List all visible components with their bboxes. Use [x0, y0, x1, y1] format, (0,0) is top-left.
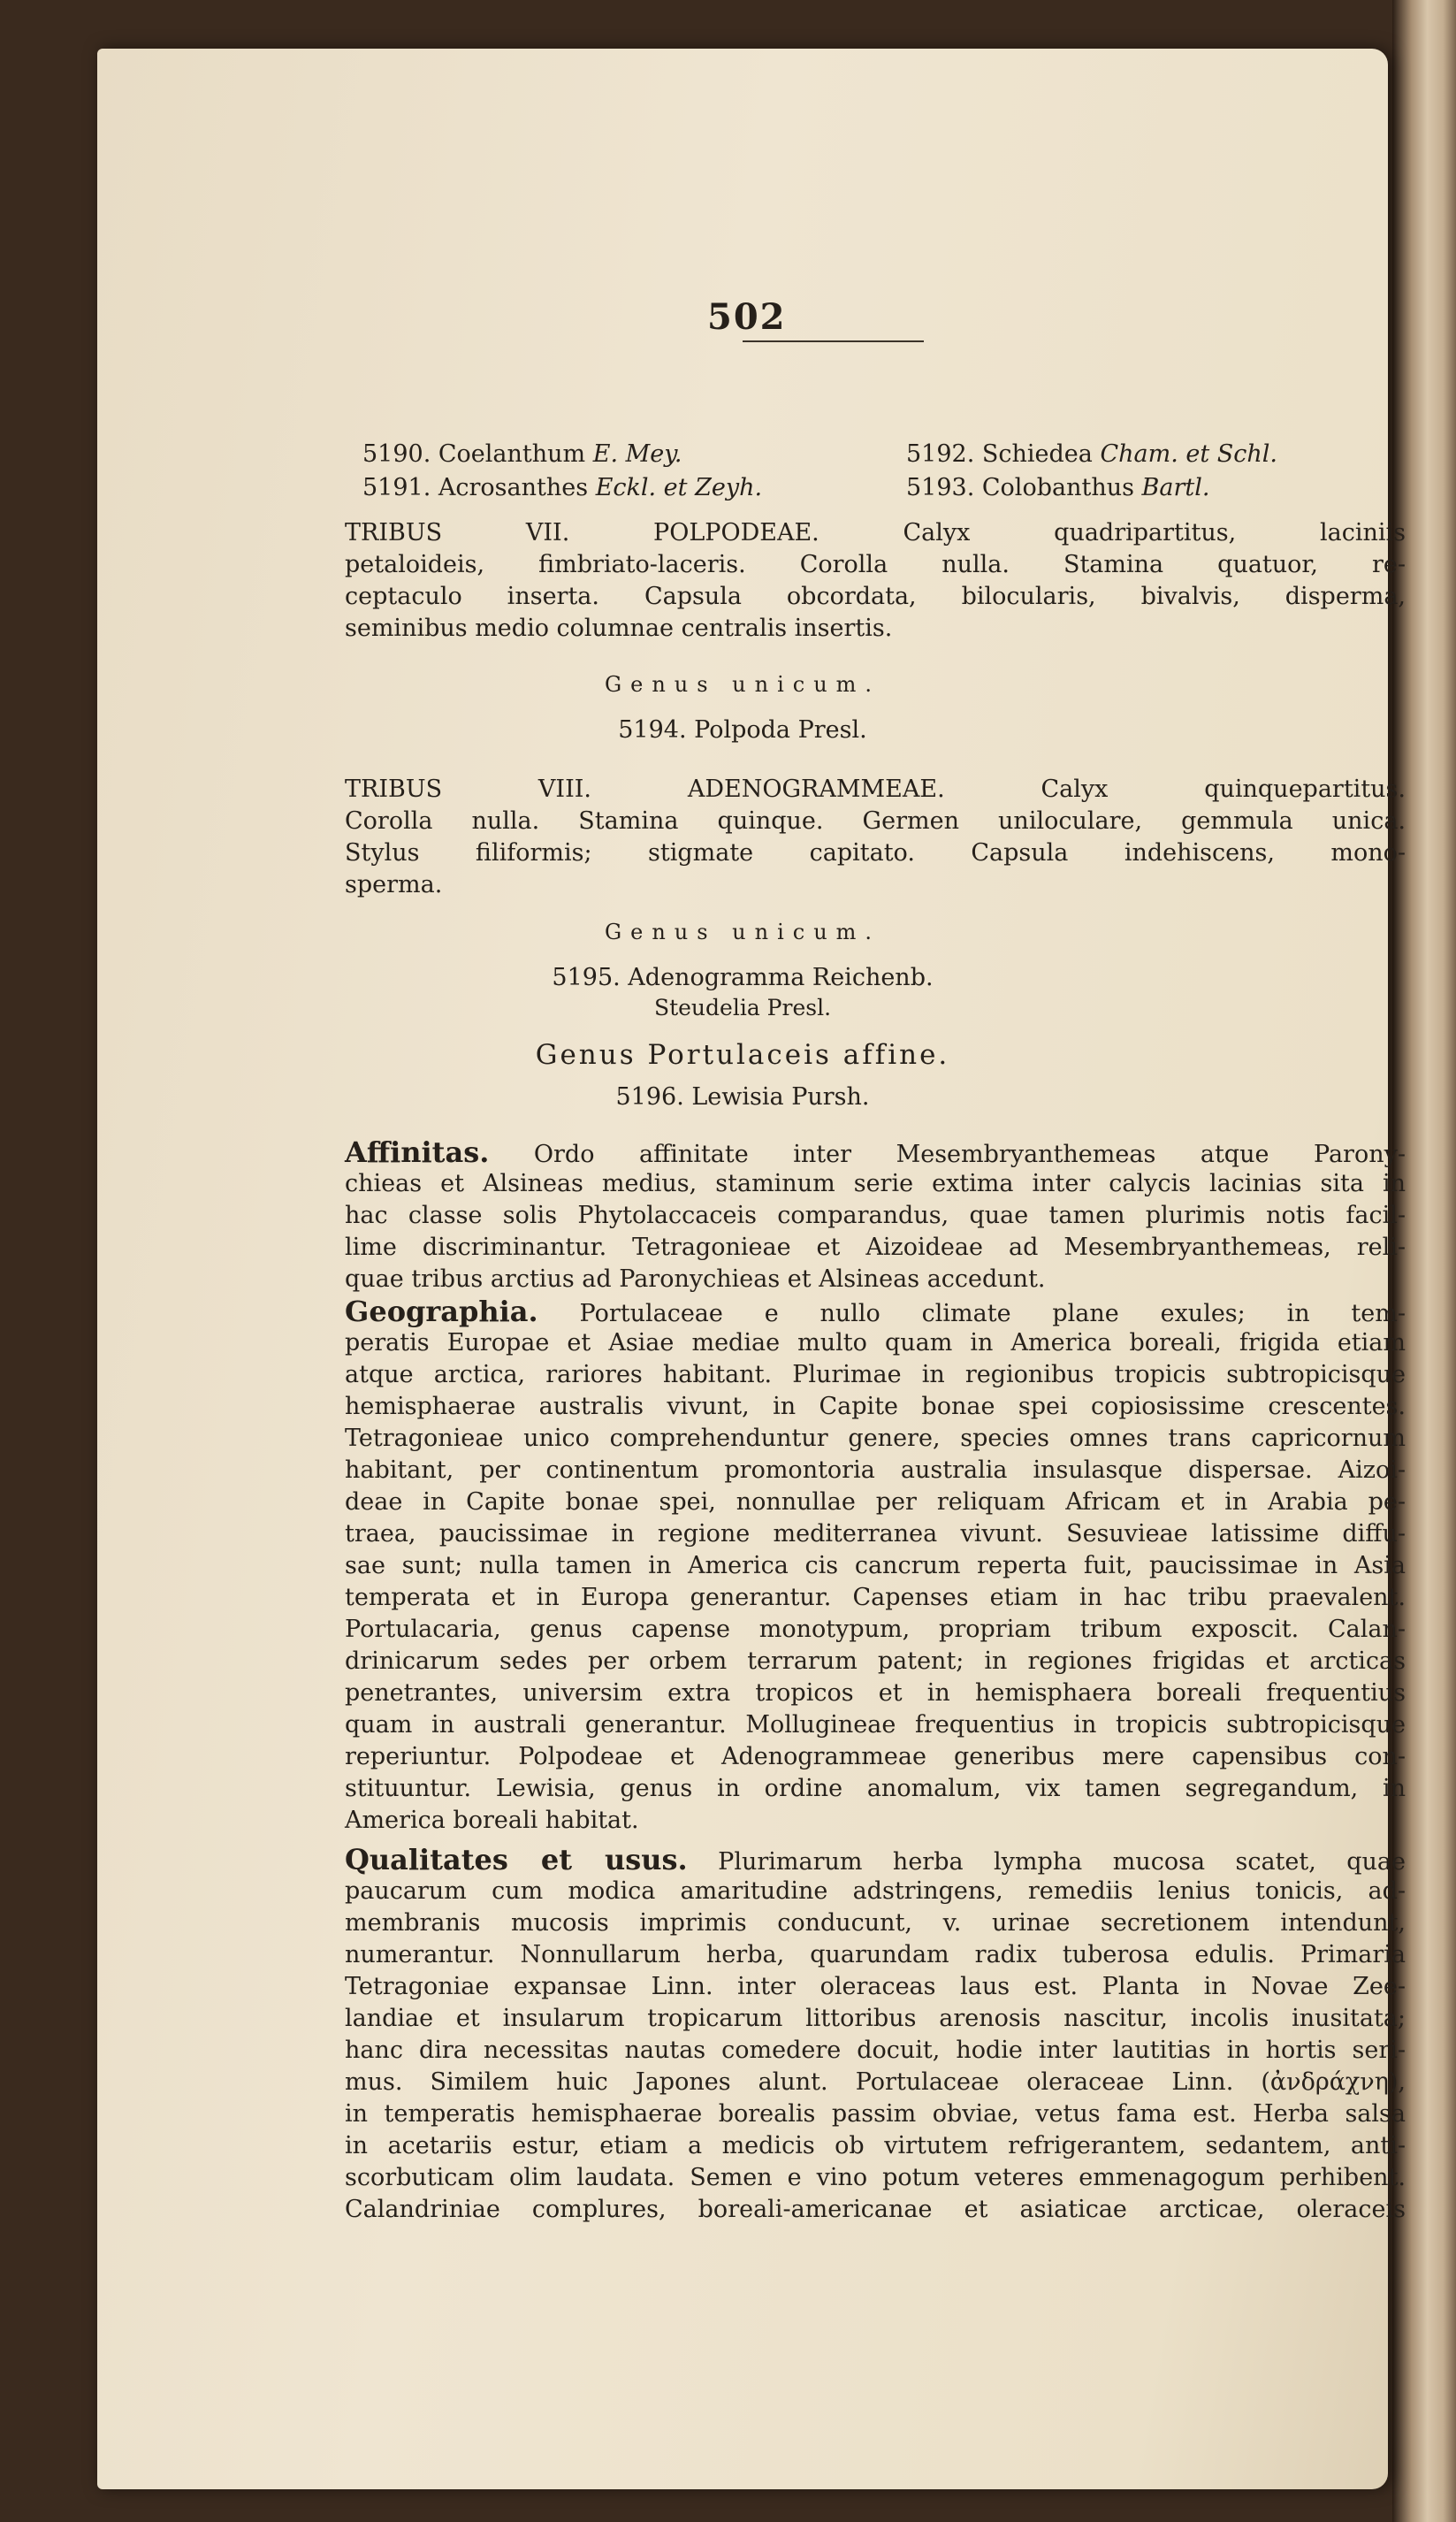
genus-entry: 5191. Acrosanthes Eckl. et Zeyh. — [362, 474, 763, 501]
book-page — [97, 49, 1406, 2489]
geographia-title: Geographia. — [345, 1295, 538, 1328]
affinitas-title: Affinitas. — [345, 1135, 490, 1169]
genus-entry-polpoda: 5194. Polpoda Presl. — [618, 716, 867, 744]
genus-entry: 5193. Colobanthus Bartl. — [906, 474, 1210, 501]
geographia-section: Geographia. Portulaceae e nullo climate plane exules; in tem- peratis Europae et Asiae mediae multo quam in America boreali, frigida etiam atque arctica, rariores habitant. Plurimae in regionibus tropicis subtropicisque hemisphaerae australis vivunt, in Capite bonae spei copiosissime crescentes. Tetragonieae unico comprehenduntur genere, species omnes trans capricornum habitant, per continentum promontoria australia insulasque dispersae. Aizoi- deae in Capite bonae spei, nonnullae per reliquam Africam et in Arabia pe- traea, paucissimae in regione mediterranea vivunt. Sesuvieae latissime diffu- sae sunt; nulla tamen in America cis cancrum reperta fuit, paucissimae in Asia temperata et in Europa generantur. Capenses etiam in hac tribu praevalent. Portulacaria, genus capense monotypum, propriam tribum exposcit. Calan- drinicarum sedes per orbem terrarum patent; in regiones frigidas et arcticas penetrantes, universim extra tropicos et in hemisphaera boreali frequentius quam in australi generantur. Mollugineae frequentius in tropicis subtropicisque reperiuntur. Polpodeae et Adenogrammeae generibus mere capensibus con- stituuntur. Lewisia, genus in ordine anomalum, vix tamen segregandum, in America boreali habitat. — [345, 1295, 1406, 1834]
genus-entry: 5190. Coelanthum E. Mey. — [362, 440, 682, 468]
genus-unicum-heading: Genus unicum. — [604, 920, 881, 944]
qualitates-section: Qualitates et usus. Plurimarum herba lympha mucosa scatet, quae paucarum cum modica amaritudine adstringens, remediis lenius tonicis, ad- membranis mucosis imprimis conducunt, v. urinae secretionem intendunt, numerantur. Nonnullarum herba, quarundam radix tuberosa edulis. Primaria Tetragoniae expansae Linn. inter oleraceas laus est. Planta in Novae Zee- landiae et insularum tropicarum littoribus arenosis nascitur, incolis inusitata; hanc dira necessitas nautas comedere docuit, hodie inter lautitias in hortis seri- mus. Similem huic Japones alunt. Portulaceae oleraceae Linn. (ἀνδράχνη), in temperatis hemisphaerae borealis passim obviae, vetus fama est. Herba salsa in acetariis estur, etiam a medicis ob virtutem refrigerantem, sedantem, anti- scorbuticam olim laudata. Semen e vino potum veteres emmenagogum perhibent. Calandriniae complures, boreali-americanae et asiaticae arcticae, oleraceis — [345, 1843, 1406, 2223]
genus-unicum-heading: Genus unicum. — [604, 672, 881, 697]
tribus-viii-description: TRIBUS VIII. ADENOGRAMMEAE. Calyx quinquepartitus. Corolla nulla. Stamina quinque. Germen uniloculare, gemmula unica. Stylus filiformis; stigmate capitato. Capsula indehiscens, mono- sperma. — [345, 776, 1406, 898]
tribus-vii-description: TRIBUS VII. POLPODEAE. Calyx quadripartitus, laciniis petaloideis, fimbriato-laceris. Corolla nulla. Stamina quatuor, re- ceptaculo inserta. Capsula obcordata, bilocularis, bivalvis, disperma, seminibus medio columnae centralis insertis. — [345, 519, 1406, 642]
genus-entry-adenogramma: 5195. Adenogramma Reichenb. — [552, 964, 934, 991]
genus-entry: 5192. Schiedea Cham. et Schl. — [906, 440, 1278, 468]
qualitates-title: Qualitates et usus. — [345, 1843, 688, 1876]
page-number: 502 — [707, 296, 787, 338]
page-number-rule — [743, 340, 924, 342]
genus-synonym: Steudelia Presl. — [653, 995, 832, 1020]
affinitas-section: Affinitas. Ordo affinitate inter Mesembryanthemeas atque Parony- chieas et Alsineas medius, staminum serie extima inter calycis lacinias sita in hac classe solis Phytolaccaceis comparandus, quae tamen plurimis notis facil- lime discriminantur. Tetragonieae et Aizoideae ad Mesembryanthemeas, reli- quae tribus arctius ad Paronychieas et Alsineas accedunt. — [345, 1135, 1406, 1293]
genus-entry-lewisia: 5196. Lewisia Pursh. — [615, 1083, 870, 1111]
affine-heading: Genus Portulaceis affine. — [535, 1039, 950, 1071]
